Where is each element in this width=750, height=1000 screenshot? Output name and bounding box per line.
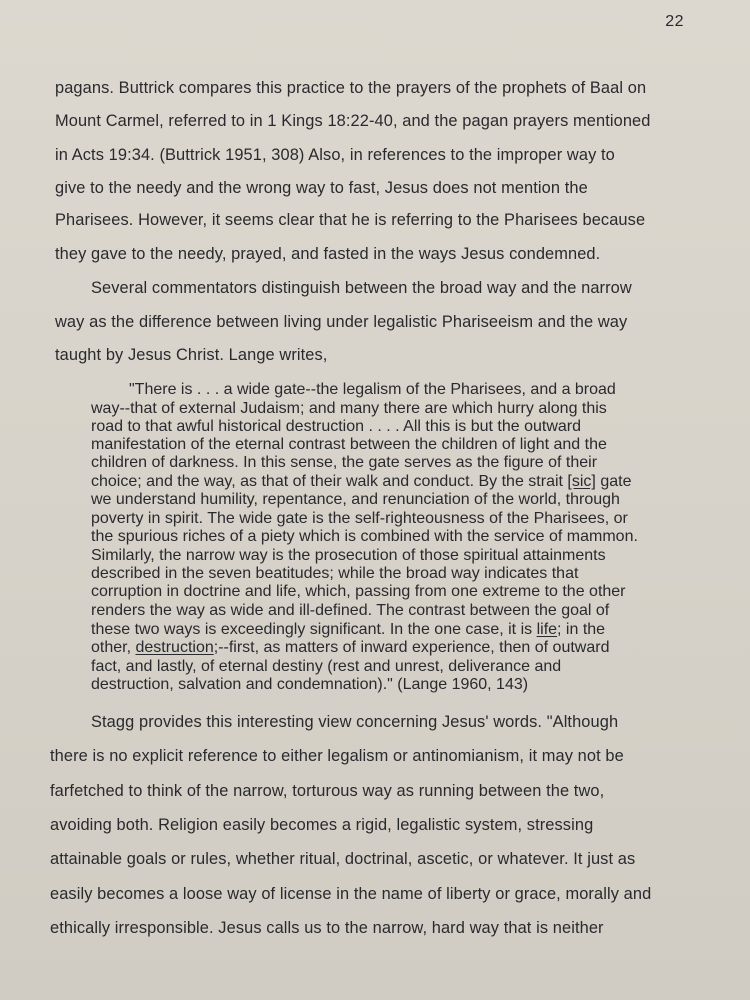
text-line: Several commentators distinguish between the broad way and the narrow: [91, 279, 632, 297]
text-line: Pharisees. However, it seems clear that he is referring to the Pharisees because: [55, 211, 646, 229]
text-line: in Acts 19:34. (Buttrick 1951, 308) Also, in references to the improper way to: [55, 146, 615, 164]
quote-line: the spurious riches of a piety which is combined with the service of mammon.: [91, 528, 638, 545]
quote-line: road to that awful historical destruction . . . . All this is but the outward: [91, 418, 582, 435]
life-underlined: life: [536, 621, 558, 638]
quote-line: described in the seven beatitudes; while the broad way indicates that: [91, 565, 579, 582]
text-line: Mount Carmel, referred to in 1 Kings 18:22-40, and the pagan prayers mentioned: [55, 112, 651, 130]
text-line: pagans. Buttrick compares this practice to the prayers of the prophets of Baal on: [55, 79, 647, 97]
quote-line: we understand humility, repentance, and renunciation of the world, through: [91, 491, 620, 508]
text-line: attainable goals or rules, whether ritual, doctrinal, ascetic, or whatever. It just as: [50, 850, 636, 868]
text-line: avoiding both. Religion easily becomes a rigid, legalistic system, stressing: [50, 816, 594, 834]
quote-line: other, destruction;--first, as matters of inward experience, then of outward: [91, 639, 610, 656]
text-line: way as the difference between living under legalistic Phariseeism and the way: [55, 313, 628, 331]
quote-line: children of darkness. In this sense, the gate serves as the figure of their: [91, 454, 598, 471]
quote-line: "There is . . . a wide gate--the legalism of the Pharisees, and a broad: [129, 381, 616, 398]
text-line: farfetched to think of the narrow, torturous way as running between the two,: [50, 782, 605, 800]
quote-line: these two ways is exceedingly significant. In the one case, it is life; in the: [91, 621, 606, 638]
text-line: taught by Jesus Christ. Lange writes,: [55, 346, 328, 364]
text-line: Stagg provides this interesting view concerning Jesus' words. "Although: [91, 713, 619, 731]
text-line: give to the needy and the wrong way to fast, Jesus does not mention the: [55, 179, 588, 197]
sic-underlined: [sic]: [567, 473, 596, 490]
text-line: they gave to the needy, prayed, and fasted in the ways Jesus condemned.: [55, 245, 601, 263]
destruction-underlined: destruction: [135, 639, 214, 656]
quote-line: renders the way as wide and ill-defined. The contrast between the goal of: [91, 602, 610, 619]
page-number: 22: [665, 13, 684, 30]
text-line: there is no explicit reference to either legalism or antinomianism, it may not be: [50, 747, 624, 765]
quote-line: fact, and lastly, of eternal destiny (rest and unrest, deliverance and: [91, 658, 562, 675]
quote-line: choice; and the way, as that of their walk and conduct. By the strait [sic] gate: [91, 473, 632, 490]
quote-line: destruction, salvation and condemnation)." (Lange 1960, 143): [91, 676, 529, 693]
text-line: easily becomes a loose way of license in the name of liberty or grace, morally and: [50, 885, 652, 903]
quote-line: Similarly, the narrow way is the prosecution of those spiritual attainments: [91, 547, 606, 564]
quote-line: corruption in doctrine and life, which, passing from one extreme to the other: [91, 583, 626, 600]
quote-line: way--that of external Judaism; and many there are which hurry along this: [91, 400, 607, 417]
text-line: ethically irresponsible. Jesus calls us to the narrow, hard way that is neither: [50, 919, 604, 937]
quote-line: poverty in spirit. The wide gate is the self-righteousness of the Pharisees, or: [91, 510, 628, 527]
quote-line: manifestation of the eternal contrast between the children of light and the: [91, 436, 607, 453]
